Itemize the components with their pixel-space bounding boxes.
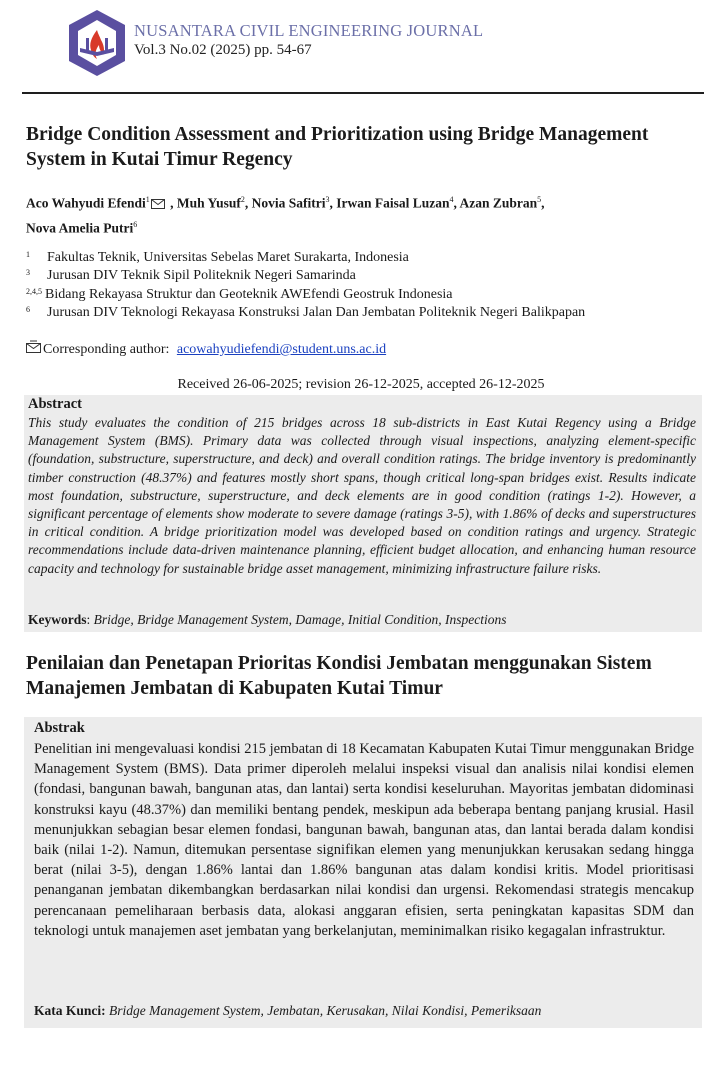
abstract-text: This study evaluates the condition of 215 bridges across 18 sub-districts in East Kutai Regency using a Bridge Management System (BMS). Primary data was collected through visual inspections, analyzing element-specific (foundation, substructure, superstructure, and deck) and overall condition ratings. The bridge inventory is predominantly timber construction (48.37%) and features mostly short spans, though critical long-span bridges exist. Results indicate most foundation, substructure, superstructure, and deck elements are in good condition (ratings 1-2). However, a significant percentage of elements show moderate to severe damage (ratings 3-5), with 1.86% of decks and superstructures in critical condition. A bridge prioritization model was developed based on condition ratings and urgency. Strategic recommendations include data-driven maintenance planning, efficient budget allocation, and enhancing human resource capacity and technology for sustainable bridge asset management, minimizing infrastructure failure risks. [28, 415, 696, 576]
affiliation-text: Fakultas Teknik, Universitas Sebelas Maret Surakarta, Indonesia [47, 250, 409, 265]
author-name: Nova Amelia Putri [26, 220, 134, 235]
author-sup: 3 [325, 195, 330, 204]
kata-kunci-text: Bridge Management System, Jembatan, Kerusakan, Nilai Kondisi, Pemeriksaan [109, 1003, 542, 1018]
corresponding-author [26, 340, 386, 358]
author-sup: 6 [133, 219, 138, 229]
keywords-label: Keywords [28, 612, 87, 627]
keywords-text: Bridge, Bridge Management System, Damage, Initial Condition, Inspections [93, 612, 507, 627]
journal-name: NUSANTARA CIVIL ENGINEERING JOURNAL [134, 21, 484, 40]
paper-title-id: Penilaian dan Penetapan Prioritas Kondisi Jembatan menggunakan Sistem Manajemen Jembatan di Kabupaten Kutai Timur [26, 653, 652, 699]
author-sup: 5 [537, 195, 542, 204]
affiliation-text: Jurusan DIV Teknologi Rekayasa Konstruksi Jalan Dan Jembatan Politeknik Negeri Balikpapan [47, 305, 586, 320]
header-divider [22, 92, 704, 94]
author-name: Aco Wahyudi Efendi [26, 195, 146, 211]
email-icon[interactable] [151, 197, 165, 209]
journal-header [66, 8, 716, 88]
corresponding-label: Corresponding author: [43, 342, 170, 357]
abstract-id-box [24, 717, 702, 1028]
author-name: Irwan Faisal Luzan [336, 195, 450, 211]
affiliation-number: 3 [26, 268, 30, 277]
email-icon [26, 340, 41, 353]
affiliation-number: 1 [26, 250, 30, 259]
author-sup: 1 [145, 195, 150, 204]
received-dates: Received 26-06-2025; revision 26-12-2025, accepted 26-12-2025 [177, 377, 545, 392]
abstract-heading: Abstract [28, 396, 82, 412]
kata-kunci-line [34, 1003, 698, 1019]
affiliation-text: Jurusan DIV Teknik Sipil Politeknik Negeri Samarinda [47, 268, 356, 283]
author-name: Novia Safitri [251, 195, 326, 211]
author-name: Azan Zubran [459, 195, 538, 211]
paper-title-en: Bridge Condition Assessment and Prioritization using Bridge Management System in Kutai Timur Regency [26, 124, 649, 170]
affiliation-text: Bidang Rekayasa Struktur dan Geoteknik AWEfendi Geostruk Indonesia [45, 287, 453, 302]
journal-volume: Vol.3 No.02 (2025) pp. 54-67 [134, 42, 312, 58]
abstrak-heading: Abstrak [34, 720, 85, 736]
kata-kunci-label: Kata Kunci: [34, 1003, 106, 1018]
abstract-en-box [24, 395, 702, 632]
author-sup: 4 [449, 195, 454, 204]
keywords-line: Keywords: Bridge, Bridge Management System, Damage, Initial Condition, Inspections [28, 612, 507, 627]
affiliation [26, 264, 696, 285]
corresponding-email-link[interactable]: acowahyudiefendi@student.uns.ac.id [176, 342, 387, 357]
abstrak-text: Penelitian ini mengevaluasi kondisi 215 jembatan di 18 Kecamatan Kabupaten Kutai Timur menggunakan Bridge Management System (BMS). Data primer diperoleh melalui inspeksi visual dan analisis nilai kondisi elemen (fondasi, bangunan bawah, bangunan atas, dan lantai) serta kondisi keseluruhan. Mayoritas jembatan didominasi konstruksi kayu (48.37%) dan memiliki bentang pendek, meskipun ada beberapa bentang panjang krusial. Hasil menunjukkan sebagian besar elemen fondasi, bangunan bawah, bangunan atas, dan lantai berada dalam kondisi baik (nilai 1-2). Namun, ditemukan persentase signifikan elemen yang menunjukkan kerusakan sedang hingga berat (nilai 3-5), dengan 1.86% lantai dan 1.86% bangunan atas dalam kondisi kritis. Model prioritisasi penanganan jembatan dikembangkan berdasarkan nilai kondisi dan urgensi. Rekomendasi strategis mencakup perencanaan pemeliharaan berbasis data, alokasi anggaran efisien, serta peningkatan kapasitas SDM dan teknologi untuk manajemen aset jembatan yang berkelanjutan, meminimalkan risiko kegagalan infrastruktur. [34, 741, 695, 939]
author-sup: 2 [240, 195, 245, 204]
author-name: Muh Yusuf [176, 195, 241, 211]
journal-logo-icon [66, 8, 128, 78]
affiliation-number: 6 [26, 305, 30, 314]
author-list: Aco Wahyudi Efendi$^1$ , Muh Yusuf$^2$, Novia Safitri$^3$, Irwan Faisal Luzan$^4$, Azan Zubran$^5$, Nova Amelia Putri$^6$ [26, 195, 545, 235]
affiliation [26, 301, 696, 322]
affiliation-number: 2,4,5 [26, 287, 42, 296]
